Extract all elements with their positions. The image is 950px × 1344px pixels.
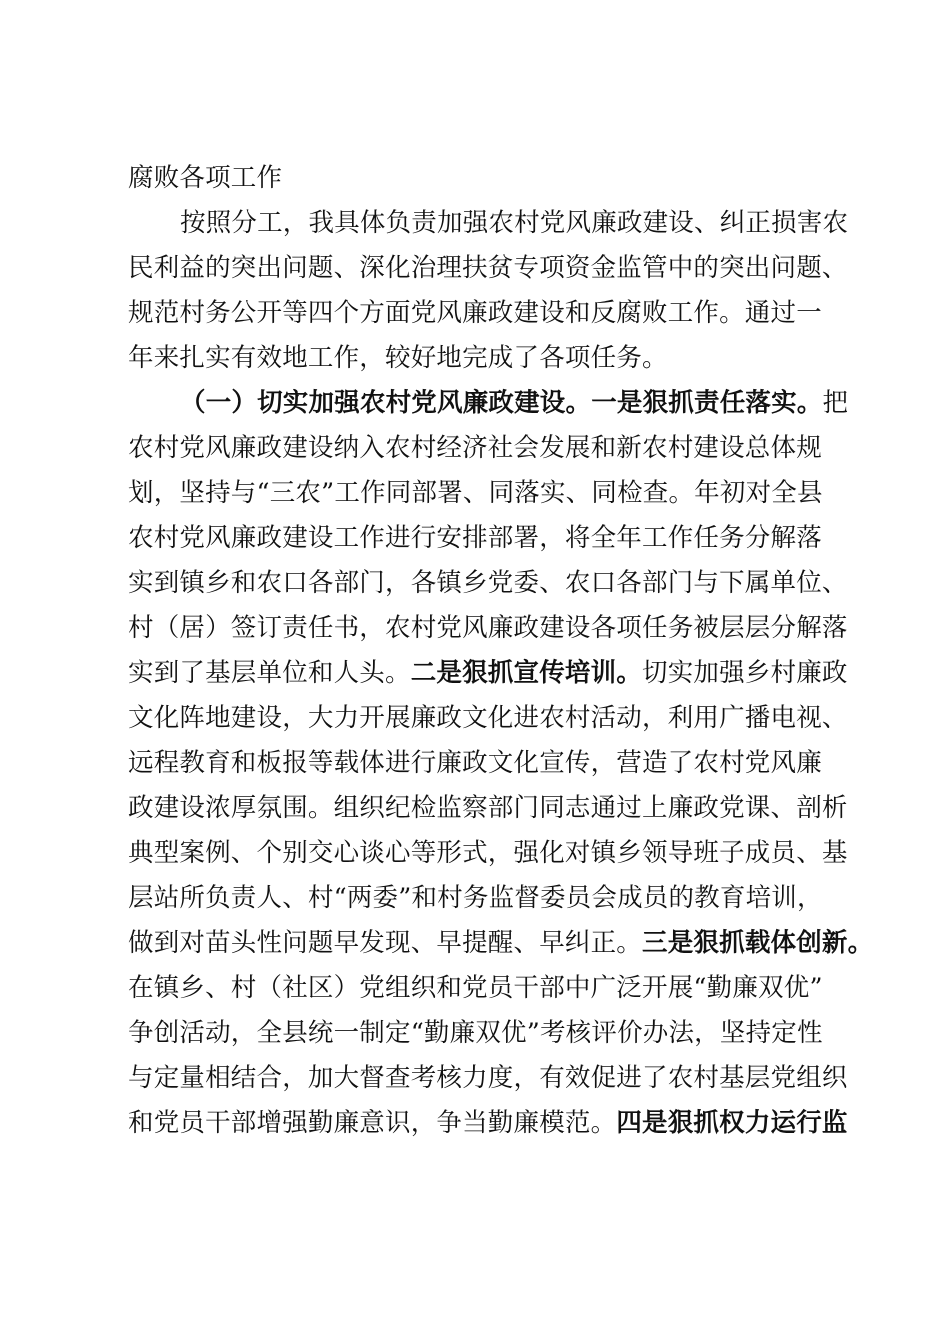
text-line: [128, 743, 828, 783]
text-line: [128, 788, 848, 828]
emphasis-run: 四是狠抓权力运行监: [616, 1108, 848, 1138]
text-line: [128, 248, 848, 288]
text-run: 和党员干部增强勤廉意识，争当勤廉模范。: [128, 1108, 617, 1138]
text-line: [128, 833, 848, 873]
text-run: 农村党风廉政建设纳入农村经济社会发展和新农村建设总体规: [128, 433, 822, 463]
text-line: [128, 653, 848, 693]
text-line: [128, 1013, 828, 1053]
text-line: [128, 923, 874, 963]
text-line: [128, 698, 848, 738]
text-run: 典型案例、个别交心谈心等形式，强化对镇乡领导班子成员、基: [128, 838, 848, 868]
text-run: 层站所负责人、村“两委”和村务监督委员会成员的教育培训，: [128, 883, 823, 913]
text-run: 切实加强乡村廉政: [642, 658, 848, 688]
text-run: 把: [822, 388, 849, 418]
text-line: [128, 293, 828, 333]
text-run: 实到镇乡和农口各部门，各镇乡党委、农口各部门与下属单位、: [128, 568, 848, 598]
text-line: [128, 158, 828, 198]
text-line: [128, 473, 828, 513]
text-line: [128, 1103, 848, 1143]
text-run: 年来扎实有效地工作，较好地完成了各项任务。: [128, 343, 668, 373]
text-line: [128, 968, 828, 1008]
text-run: 做到对苗头性问题早发现、早提醒、早纠正。: [128, 928, 643, 958]
emphasis-run: 三是狠抓载体创新。: [642, 928, 874, 958]
text-run: 与定量相结合，加大督查考核力度，有效促进了农村基层党组织: [128, 1063, 848, 1093]
section-heading: （一）切实加强农村党风廉政建设。一是狠抓责任落实。: [180, 388, 823, 418]
text-line: [128, 878, 828, 918]
text-line: [128, 608, 848, 648]
text-run: 村（居）签订责任书，农村党风廉政建设各项任务被层层分解落: [128, 613, 848, 643]
text-run: 文化阵地建设，大力开展廉政文化进农村活动，利用广播电视、: [128, 703, 848, 733]
text-line: [180, 383, 849, 423]
text-run: 政建设浓厚氛围。组织纪检监察部门同志通过上廉政党课、剖析: [128, 793, 848, 823]
text-line: [128, 1058, 848, 1098]
text-run: 划，坚持与“三农”工作同部署、同落实、同检查。年初对全县: [128, 478, 823, 508]
text-run: 民利益的突出问题、深化治理扶贫专项资金监管中的突出问题、: [128, 253, 848, 283]
text-run: 实到了基层单位和人头。: [128, 658, 411, 688]
text-run: 腐败各项工作: [128, 163, 283, 193]
text-line: [128, 518, 828, 558]
emphasis-run: 二是狠抓宣传培训。: [410, 658, 643, 688]
text-line: [180, 203, 849, 243]
text-line: [128, 338, 828, 378]
text-run: 按照分工，我具体负责加强农村党风廉政建设、纠正损害农: [180, 208, 849, 238]
text-run: 争创活动，全县统一制定“勤廉双优”考核评价办法，坚持定性: [128, 1018, 823, 1048]
text-line: [128, 563, 848, 603]
text-run: 农村党风廉政建设工作进行安排部署，将全年工作任务分解落: [128, 523, 822, 553]
text-line: [128, 428, 828, 468]
text-run: 规范村务公开等四个方面党风廉政建设和反腐败工作。通过一: [128, 298, 822, 328]
text-run: 远程教育和板报等载体进行廉政文化宣传，营造了农村党风廉: [128, 748, 822, 778]
text-run: 在镇乡、村（社区）党组织和党员干部中广泛开展“勤廉双优”: [128, 973, 823, 1003]
